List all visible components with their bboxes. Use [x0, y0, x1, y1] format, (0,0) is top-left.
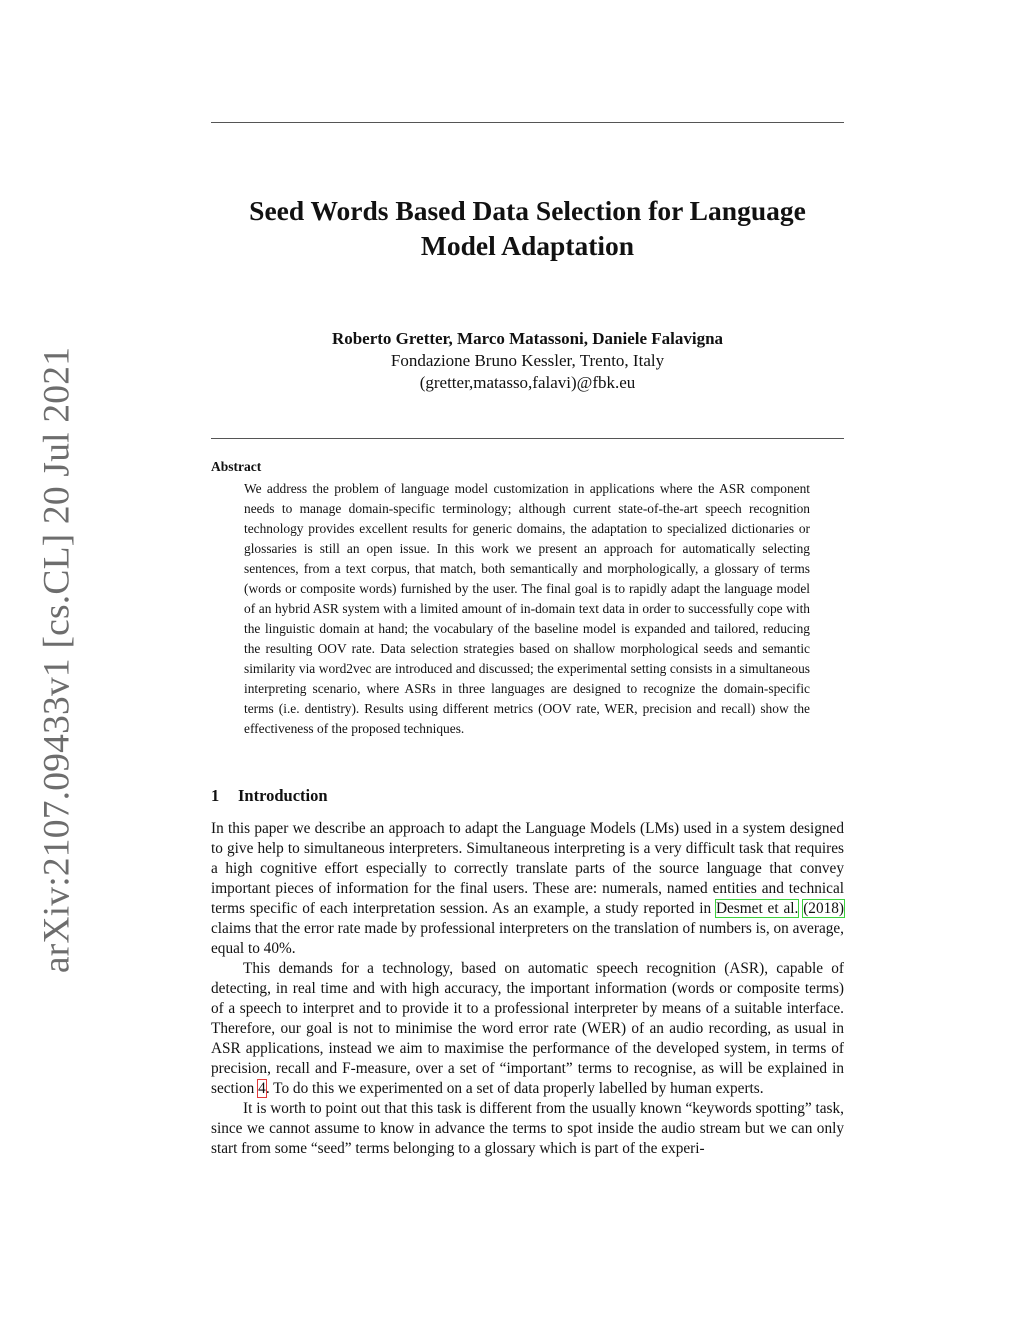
paper-title: Seed Words Based Data Selection for Language Model Adaptation [249, 195, 806, 261]
top-rule [211, 122, 844, 123]
arxiv-identifier: arXiv:2107.09433v1 [cs.CL] 20 Jul 2021 [36, 346, 78, 974]
citation-link-year[interactable]: (2018) [803, 900, 844, 917]
abstract-rule [211, 438, 844, 439]
introduction-body [211, 819, 844, 1159]
section-ref-link[interactable]: 4 [258, 1080, 266, 1097]
intro-paragraph-3: It is worth to point out that this task is different from the usually known “keywords spotting” task, since we cannot assume to know in advance the terms to spot inside the audio stream but we can only start from some “seed” terms belonging to a glossary which is part of the experi- [211, 1100, 844, 1157]
intro-p1-text-a: In this paper we describe an approach to adapt the Language Models (LMs) used in a system designed to give help to simultaneous interpreters. Simultaneous interpreting is a very difficult task that requires a high cognitive effort especially to correctly translate parts of the source language that convey important pieces of information for the final users. These are: numerals, named entities and technical terms specific of each interpretation session. As an example, a study reported in [211, 820, 844, 917]
section-number: 1 [211, 786, 220, 805]
intro-p1-text-b: claims that the error rate made by professional interpreters on the translation of numbers is, on average, equal to 40%. [211, 920, 844, 957]
intro-p2-text-a: This demands for a technology, based on automatic speech recognition (ASR), capable of detecting, in real time and with high accuracy, the important information (words or composite terms) of a speech to interpret and to provide it to a professional interpreter by means of a suitable interface. Therefore, our goal is not to minimise the word error rate (WER) of an audio recording, as usual in ASR applications, instead we aim to maximise the performance of the developed system, in terms of precision, recall and F-measure, over a set of “important” terms to recognise, as will be explained in section [211, 960, 844, 1097]
author-email: (gretter,matasso,falavi)@fbk.eu [419, 373, 636, 392]
intro-p2-text-b: . To do this we experimented on a set of data properly labelled by human experts. [265, 1080, 764, 1097]
author-names: Roberto Gretter, Marco Matassoni, Daniele Falavigna [331, 329, 724, 348]
author-block [211, 328, 844, 394]
intro-paragraph-2 [211, 959, 844, 1099]
section-title: Introduction [238, 786, 328, 805]
abstract-text: We address the problem of language model customization in applications where the ASR component needs to manage domain-specific terminology; although current state-of-the-art speech recognition technology provides excellent results for generic domains, the adaptation to specialized dictionaries or glossaries is still an open issue. In this work we present an approach for automatically selecting sentences, from a text corpus, that match, both semantically and morphologically, a glossary of terms (words or composite words) furnished by the user. The final goal is to rapidly adapt the language model of an hybrid ASR system with a limited amount of in-domain text data in order to successfully cope with the linguistic domain at hand; the vocabulary of the baseline model is expanded and tailored, reducing the resulting OOV rate. Data selection strategies based on shallow morphological seeds and semantic similarity via word2vec are introduced and discussed; the experimental setting consists in a simultaneous interpreting scenario, where ASRs in three languages are designed to recognize the domain-specific terms (i.e. dentistry). Results using different metrics (OOV rate, WER, precision and recall) show the effectiveness of the proposed techniques. [244, 481, 810, 736]
section-heading-introduction [211, 786, 328, 806]
citation-link-author[interactable]: Desmet et al. [715, 900, 799, 917]
author-affiliation: Fondazione Bruno Kessler, Trento, Italy [390, 351, 665, 370]
intro-paragraph-1 [211, 819, 844, 959]
abstract-heading: Abstract [211, 459, 262, 474]
